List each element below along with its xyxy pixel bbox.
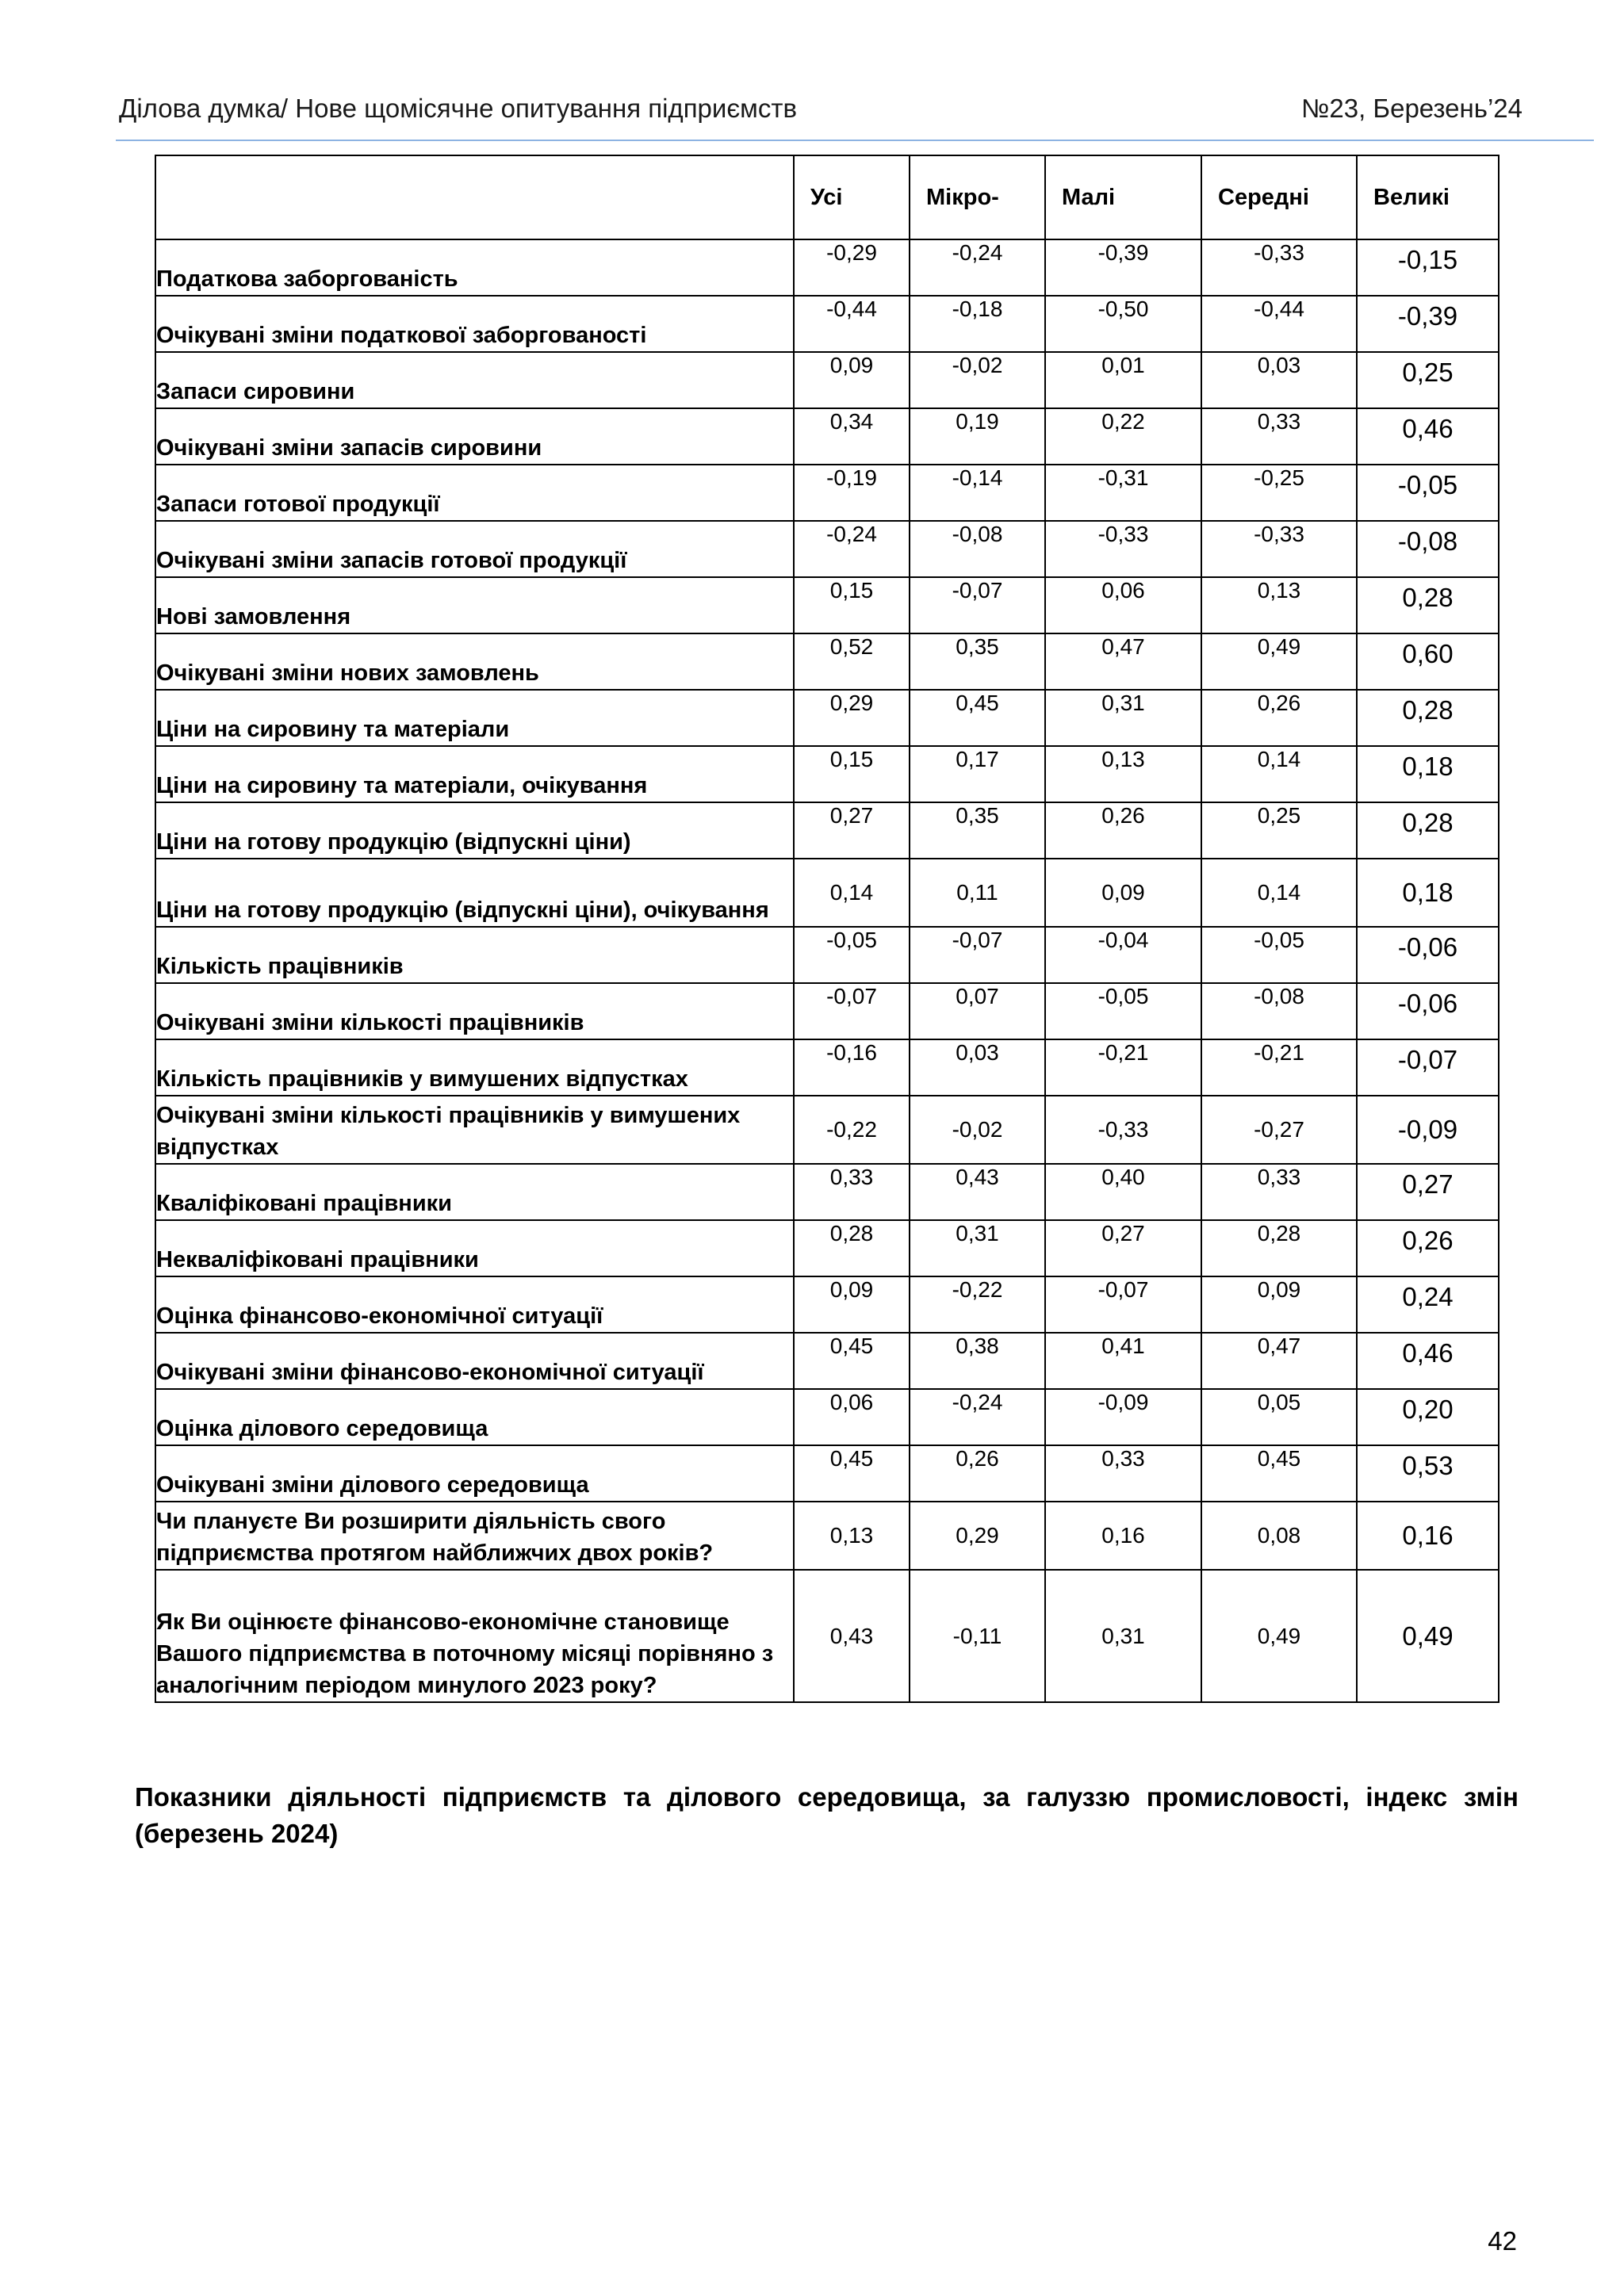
cell-value: -0,39 [1357,296,1499,352]
cell-value: -0,29 [794,239,910,296]
table-row [155,1039,1499,1096]
section-caption: Показники діяльності підприємств та ділового середовища, за галуззю промисловості, індекс змін (березень 2024) [135,1782,1519,1848]
cell-value: 0,45 [910,690,1045,746]
cell-value: -0,05 [1201,927,1357,983]
cell-value: 0,31 [1045,690,1201,746]
cell-value: 0,33 [1201,408,1357,465]
cell-value: -0,07 [910,577,1045,633]
row-label: Запаси готової продукції [155,465,794,521]
table-row [155,296,1499,352]
row-label: Ціни на готову продукцію (відпускні ціни) [155,802,794,859]
row-label: Очікувані зміни податкової заборгованості [155,296,794,352]
cell-value: -0,22 [794,1096,910,1164]
cell-value: 0,26 [1357,1220,1499,1276]
row-label: Запаси сировини [155,352,794,408]
cell-value: 0,29 [794,690,910,746]
cell-value: 0,24 [1357,1276,1499,1333]
cell-value: 0,19 [910,408,1045,465]
cell-value: 0,25 [1357,352,1499,408]
cell-value: -0,05 [1357,465,1499,521]
cell-value: -0,02 [910,1096,1045,1164]
cell-value: 0,03 [910,1039,1045,1096]
row-label: Податкова заборгованість [155,239,794,296]
table-row [155,1389,1499,1445]
cell-value: -0,33 [1201,239,1357,296]
cell-value: 0,33 [1201,1164,1357,1220]
cell-value: 0,31 [1045,1570,1201,1702]
table-row [155,927,1499,983]
row-label: Оцінка ділового середовища [155,1389,794,1445]
table-row [155,1276,1499,1333]
page-number: 42 [1488,2226,1517,2256]
row-label: Некваліфіковані працівники [155,1220,794,1276]
cell-value: 0,13 [1045,746,1201,802]
cell-value: 0,03 [1201,352,1357,408]
cell-value: -0,15 [1357,239,1499,296]
cell-value: 0,35 [910,802,1045,859]
cell-value: 0,52 [794,633,910,690]
cell-value: -0,33 [1201,521,1357,577]
cell-value: -0,21 [1201,1039,1357,1096]
cell-value: -0,18 [910,296,1045,352]
cell-value: 0,13 [1201,577,1357,633]
cell-value: -0,39 [1045,239,1201,296]
cell-value: -0,07 [1357,1039,1499,1096]
cell-value: 0,27 [794,802,910,859]
cell-value: -0,22 [910,1276,1045,1333]
cell-value: -0,11 [910,1570,1045,1702]
cell-value: -0,06 [1357,927,1499,983]
cell-value: -0,24 [910,1389,1045,1445]
cell-value: 0,31 [910,1220,1045,1276]
cell-value: 0,28 [794,1220,910,1276]
cell-value: -0,16 [794,1039,910,1096]
column-header: Мікро- [910,155,1045,239]
cell-value: 0,46 [1357,1333,1499,1389]
cell-value: 0,35 [910,633,1045,690]
row-label: Кількість працівників у вимушених відпустках [155,1039,794,1096]
row-label: Очікувані зміни фінансово-економічної ситуації [155,1333,794,1389]
cell-value: 0,41 [1045,1333,1201,1389]
column-header: Великі [1357,155,1499,239]
cell-value: 0,28 [1357,577,1499,633]
cell-value: 0,26 [1045,802,1201,859]
cell-value: 0,28 [1357,802,1499,859]
table-header-row [155,155,1499,239]
column-header [155,155,794,239]
table-row [155,1164,1499,1220]
cell-value: 0,47 [1045,633,1201,690]
cell-value: 0,08 [1201,1502,1357,1570]
cell-value: 0,15 [794,577,910,633]
table-row [155,802,1499,859]
cell-value: 0,14 [1201,746,1357,802]
cell-value: -0,31 [1045,465,1201,521]
table-row [155,859,1499,927]
row-label: Оцінка фінансово-економічної ситуації [155,1276,794,1333]
cell-value: 0,06 [1045,577,1201,633]
cell-value: -0,07 [794,983,910,1039]
table-row [155,633,1499,690]
row-label: Очікувані зміни запасів готової продукції [155,521,794,577]
cell-value: -0,08 [1201,983,1357,1039]
cell-value: 0,09 [794,352,910,408]
table-row [155,1096,1499,1164]
cell-value: 0,26 [1201,690,1357,746]
row-label: Кількість працівників [155,927,794,983]
header-title: Ділова думка/ Нове щомісячне опитування підприємств [119,94,798,123]
row-label: Нові замовлення [155,577,794,633]
row-label: Кваліфіковані працівники [155,1164,794,1220]
cell-value: -0,50 [1045,296,1201,352]
cell-value: 0,14 [794,859,910,927]
cell-value: 0,17 [910,746,1045,802]
cell-value: -0,07 [1045,1276,1201,1333]
row-label: Очікувані зміни ділового середовища [155,1445,794,1502]
row-label: Очікувані зміни кількості працівників у вимушених відпустках [155,1096,794,1164]
cell-value: 0,38 [910,1333,1045,1389]
cell-value: -0,07 [910,927,1045,983]
cell-value: 0,18 [1357,746,1499,802]
cell-value: -0,33 [1045,521,1201,577]
row-label: Очікувані зміни кількості працівників [155,983,794,1039]
cell-value: 0,14 [1201,859,1357,927]
indicators-table [155,155,1500,1703]
cell-value: 0,49 [1357,1570,1499,1702]
cell-value: 0,26 [910,1445,1045,1502]
row-label: Як Ви оцінюєте фінансово-економічне становище Вашого підприємства в поточному місяці порівняно з аналогічним періодом минулого 2023 року? [155,1570,794,1702]
cell-value: 0,33 [794,1164,910,1220]
cell-value: 0,18 [1357,859,1499,927]
cell-value: 0,49 [1201,1570,1357,1702]
cell-value: -0,14 [910,465,1045,521]
column-header: Середні [1201,155,1357,239]
cell-value: -0,05 [794,927,910,983]
row-label: Ціни на готову продукцію (відпускні ціни), очікування [155,859,794,927]
cell-value: -0,33 [1045,1096,1201,1164]
cell-value: 0,27 [1357,1164,1499,1220]
column-header: Усі [794,155,910,239]
cell-value: 0,27 [1045,1220,1201,1276]
table-row [155,746,1499,802]
cell-value: 0,33 [1045,1445,1201,1502]
cell-value: 0,16 [1357,1502,1499,1570]
cell-value: 0,28 [1201,1220,1357,1276]
cell-value: -0,06 [1357,983,1499,1039]
table-row [155,1502,1499,1570]
cell-value: -0,02 [910,352,1045,408]
cell-value: -0,08 [910,521,1045,577]
cell-value: 0,25 [1201,802,1357,859]
table-row [155,239,1499,296]
table-body [155,239,1499,1702]
cell-value: 0,09 [1201,1276,1357,1333]
cell-value: 0,45 [794,1445,910,1502]
cell-value: -0,19 [794,465,910,521]
cell-value: -0,05 [1045,983,1201,1039]
cell-value: 0,34 [794,408,910,465]
cell-value: 0,06 [794,1389,910,1445]
cell-value: 0,16 [1045,1502,1201,1570]
cell-value: 0,43 [794,1570,910,1702]
cell-value: 0,47 [1201,1333,1357,1389]
cell-value: 0,22 [1045,408,1201,465]
table-row [155,690,1499,746]
cell-value: -0,08 [1357,521,1499,577]
cell-value: -0,09 [1357,1096,1499,1164]
cell-value: 0,45 [1201,1445,1357,1502]
table-row [155,1445,1499,1502]
cell-value: 0,49 [1201,633,1357,690]
cell-value: 0,05 [1201,1389,1357,1445]
header-divider [116,140,1594,141]
cell-value: 0,28 [1357,690,1499,746]
cell-value: 0,60 [1357,633,1499,690]
cell-value: 0,40 [1045,1164,1201,1220]
cell-value: 0,20 [1357,1389,1499,1445]
cell-value: 0,29 [910,1502,1045,1570]
cell-value: 0,46 [1357,408,1499,465]
cell-value: -0,24 [910,239,1045,296]
cell-value: 0,13 [794,1502,910,1570]
row-label: Ціни на сировину та матеріали, очікування [155,746,794,802]
cell-value: 0,09 [794,1276,910,1333]
row-label: Ціни на сировину та матеріали [155,690,794,746]
cell-value: 0,43 [910,1164,1045,1220]
cell-value: 0,01 [1045,352,1201,408]
cell-value: 0,11 [910,859,1045,927]
cell-value: -0,25 [1201,465,1357,521]
page-header [119,94,1522,124]
table-row [155,1570,1499,1702]
cell-value: -0,44 [794,296,910,352]
table-row [155,1220,1499,1276]
cell-value: -0,44 [1201,296,1357,352]
cell-value: 0,15 [794,746,910,802]
cell-value: 0,45 [794,1333,910,1389]
cell-value: 0,07 [910,983,1045,1039]
cell-value: 0,53 [1357,1445,1499,1502]
table-row [155,408,1499,465]
table-row [155,1333,1499,1389]
table-row [155,577,1499,633]
header-issue: №23, Березень’24 [1300,94,1522,123]
table-row [155,465,1499,521]
cell-value: -0,04 [1045,927,1201,983]
table-row [155,521,1499,577]
cell-value: -0,24 [794,521,910,577]
cell-value: -0,21 [1045,1039,1201,1096]
cell-value: -0,09 [1045,1389,1201,1445]
cell-value: -0,27 [1201,1096,1357,1164]
cell-value: 0,09 [1045,859,1201,927]
row-label: Очікувані зміни запасів сировини [155,408,794,465]
row-label: Чи плануєте Ви розширити діяльність свого підприємства протягом найближчих двох років? [155,1502,794,1570]
column-header: Малі [1045,155,1201,239]
row-label: Очікувані зміни нових замовлень [155,633,794,690]
table-row [155,352,1499,408]
table-row [155,983,1499,1039]
